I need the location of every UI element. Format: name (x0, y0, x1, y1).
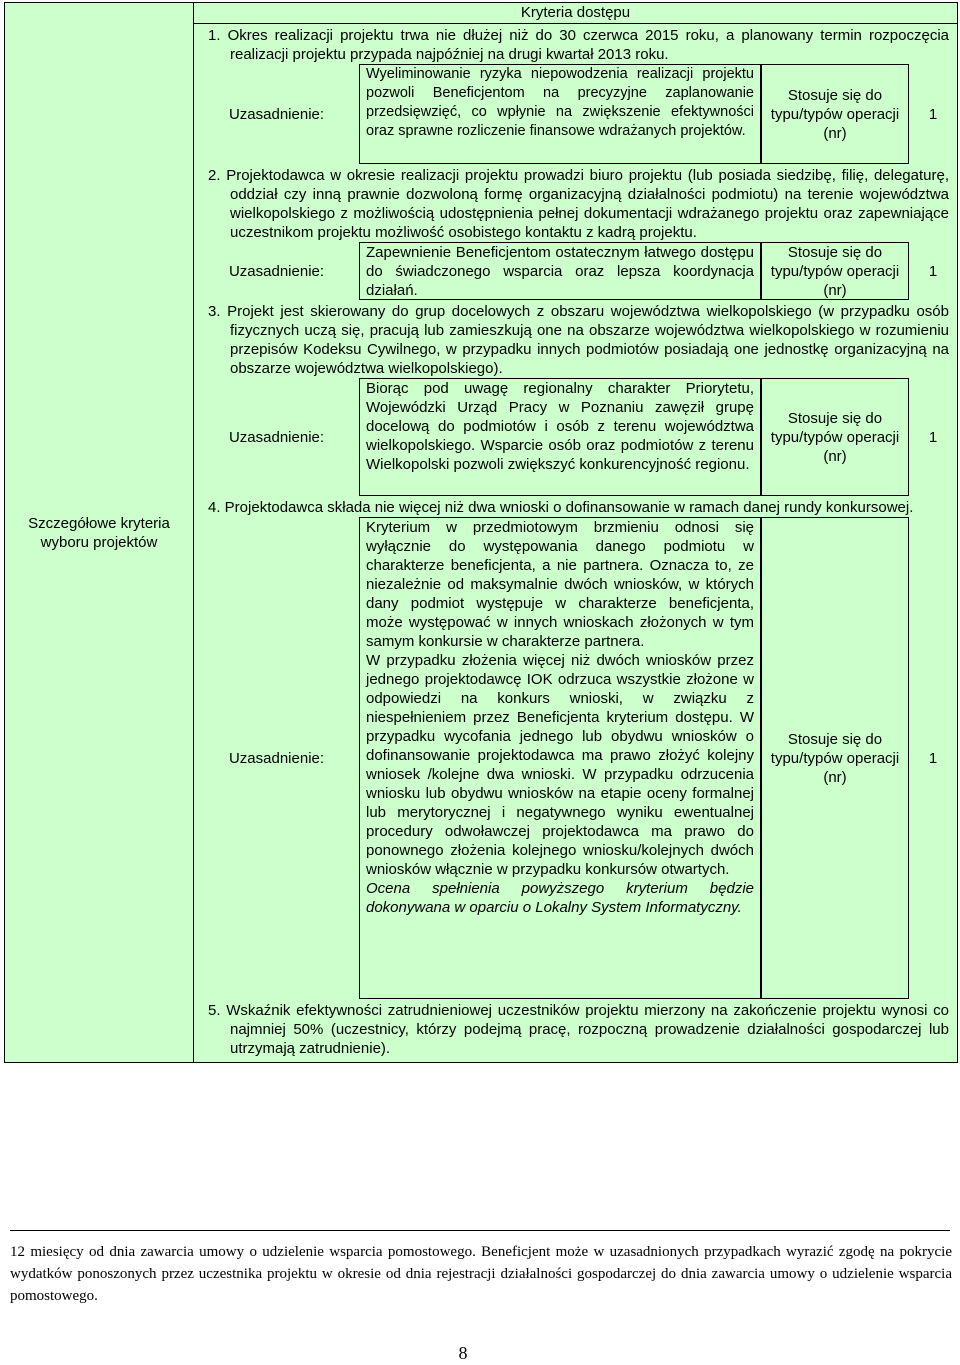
criterion-4-justification-box (359, 517, 761, 999)
section-label-cell (5, 3, 194, 1063)
criterion-4-applies-value: 1 (928, 749, 938, 767)
criterion-2-text: 2. Projektodawca w okresie realizacji projektu prowadzi biuro projektu (lub posiada siedzibę, filię, delegaturę, oddział czy inną prawnie dozwoloną formę organizacyjną działalności podmiotu) na terenie województwa wielkopolskiego z możliwością udostępnienia pełnej dokumentacji wdrażanego projektu oraz zapewniające uczestnikom projektu możliwość osobistego kontaktu z kadrą projektu. (208, 167, 949, 241)
criterion-2-applies-value: 1 (928, 262, 938, 280)
criterion-3-applies-value: 1 (928, 428, 938, 446)
criterion-1-applies-value: 1 (928, 105, 938, 123)
criteria-header: Kryteria dostępu (194, 3, 957, 24)
criterion-1-justification: Wyeliminowanie ryzyka niepowodzenia realizacji projektu pozwoli Beneficjentom na precyzyjne zaplanowanie przedsięwzięć, co wpłynie na zwiększenie efektywności oraz sprawne rozliczenie finansowe wdrażanych projektów. (359, 64, 761, 164)
criterion-2-justification-row (194, 242, 957, 300)
criterion-4-text: 4. Projektodawca składa nie więcej niż dwa wnioski o dofinansowanie w ramach danej rundy konkursowej. (208, 499, 914, 516)
footnote-divider (10, 1230, 950, 1231)
section-label: Szczegółowe kryteria wyboru projektów (28, 514, 170, 551)
criterion-4-justification-note: Ocena spełnienia powyższego kryterium będzie dokonywana w oparciu o Lokalny System Informatyczny. (366, 880, 754, 916)
justification-label: Uzasadnienie: (228, 105, 325, 123)
criterion-5-text: 5. Wskaźnik efektywności zatrudnieniowej uczestników projektu mierzony na zakończenie projektu wynosi co najmniej 50% (uczestnicy, którzy podejmą pracę, rozpoczną prowadzenie działalności gospodarczej lub utrzymają zatrudnienie). (208, 1002, 949, 1057)
criterion-2-applies-label: Stosuje się do typu/typów operacji (nr) (761, 242, 909, 300)
criterion-3-applies-label: Stosuje się do typu/typów operacji (nr) (761, 378, 909, 496)
criterion-3-justification: Biorąc pod uwagę regionalny charakter Priorytetu, Wojewódzki Urząd Pracy w Poznaniu zawęził grupę docelową do podmiotów i osób z terenu województwa wielkopolskiego. Wsparcie osób oraz podmiotów z terenu Wielkopolski pozwoli zwiększyć konkurencyjność regionu. (359, 378, 761, 496)
justification-label: Uzasadnienie: (228, 262, 325, 280)
criterion-4-applies-label: Stosuje się do typu/typów operacji (nr) (761, 517, 909, 999)
criterion-4-justification-row (194, 517, 957, 999)
page-number: 8 (458, 1343, 468, 1363)
criterion-1-text: 1. Okres realizacji projektu trwa nie dłużej niż do 30 czerwca 2015 roku, a planowany termin rozpoczęcia realizacji projektu przypada najpóźniej na drugi kwartał 2013 roku. (208, 27, 949, 63)
criterion-3-text: 3. Projekt jest skierowany do grup docelowych z obszaru województwa wielkopolskiego (w przypadku osób fizycznych uczą się, pracują lub zamieszkują one na obszarze województwa wielkopolskiego w rozumieniu przepisów Kodeksu Cywilnego, w przypadku innych podmiotów posiadają one jednostkę organizacyjną na obszarze województwa wielkopolskiego). (208, 303, 949, 377)
criterion-1-justification-row (194, 64, 957, 164)
criterion-4-justification: Kryterium w przedmiotowym brzmieniu odnosi się wyłącznie do występowania danego podmiotu w charakterze beneficjenta, a nie partnera. Oznacza to, ze niezależnie od maksymalnie dwóch wniosków, w których dany podmiot występuje w charakterze beneficjenta, może występować w innych wnioskach złożonych w tym samym konkursie w charakterze partnera. (366, 519, 754, 650)
criteria-table (4, 2, 958, 1063)
criterion-4-justification-2: W przypadku złożenia więcej niż dwóch wniosków przez jednego projektodawcę IOK odrzuca wszystkie złożone w odpowiedzi na konkurs wnioski, w związku z niespełnieniem przez Beneficjenta kryterium dostępu. W przypadku wycofania jednego lub obydwu wniosków o dofinansowanie projektodawca ma prawo złożyć kolejny wniosek /kolejne dwa wnioski. W przypadku odrzucenia wniosku lub obydwu wniosków na etapie oceny formalnej lub merytorycznej i negatywnego wyniku ewentualnej procedury odwoławczej projektodawca ma prawo do ponownego złożenia kolejnego wniosku/kolejnych dwóch wniosków włącznie w przypadku konkursów otwartych. (366, 652, 754, 878)
justification-label: Uzasadnienie: (228, 749, 325, 767)
criteria-cell (194, 3, 958, 1063)
criterion-3-justification-row (194, 378, 957, 496)
justification-label: Uzasadnienie: (228, 428, 325, 446)
footnote-text: 12 miesięcy od dnia zawarcia umowy o udzielenie wsparcia pomostowego. Beneficjent może w uzasadnionych przypadkach wyrazić zgodę na pokrycie wydatków ponoszonych przez uczestnika projektu w okresie od dnia rejestracji działalności gospodarczej do dnia zawarcia umowy o udzielenie wsparcia pomostowego. (10, 1244, 952, 1304)
criterion-2-justification: Zapewnienie Beneficjentom ostatecznym łatwego dostępu do świadczonego wsparcia oraz lepsza koordynacja działań. (359, 242, 761, 300)
criterion-1-applies-label: Stosuje się do typu/typów operacji (nr) (761, 64, 909, 164)
